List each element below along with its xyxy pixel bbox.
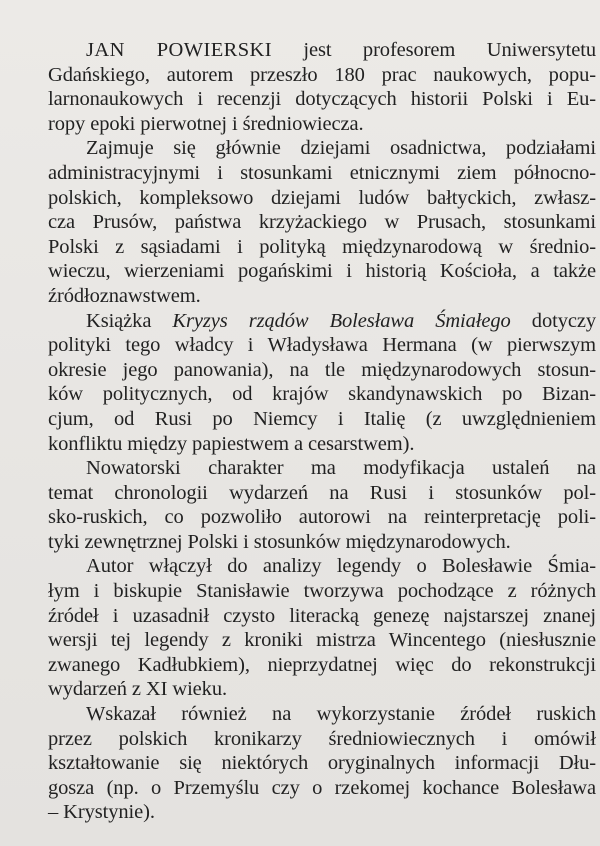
text-line: administracyjnymi i stosunkami etnicznymi ziem północno- [48,161,596,184]
author-bio-text [48,38,596,825]
text-line: temat chronologii wydarzeń na Rusi i stosunków pol- [48,481,596,504]
text-line: wydarzeń z XI wieku. [48,678,228,701]
text-line: sko-ruskich, co pozwoliło autorowi na reinterpretację poli- [48,506,596,529]
text-line: Nowatorski charakter ma modyfikacja ustaleń na [86,457,596,480]
text-line: larnonaukowych i recenzji dotyczących historii Polski i Eu- [48,88,596,111]
paragraph-6 [48,702,596,825]
book-title-italic: Kryzys rządów Bolesława Śmiałego [172,309,511,332]
text-line: cjum, od Rusi po Niemcy i Italię (z uwzględnieniem [48,407,596,430]
text-line: zwanego Kadłubkiem), nieprzydatnej więc do rekonstrukcji [48,653,596,676]
text-line: przez polskich kronikarzy średniowiecznych i omówił [48,727,596,750]
text-line: Gdańskiego, autorem przeszło 180 prac naukowych, popu- [48,63,596,86]
text-line: Wskazał również na wykorzystanie źródeł ruskich [86,703,596,726]
text-line: – Krystynie). [48,801,155,824]
author-name: JAN POWIERSKI [86,39,272,61]
text-line: Zajmuje się głównie dziejami osadnictwa, podziałami [86,137,596,160]
text-line: JAN POWIERSKI jest profesorem Uniwersytetu [86,39,596,61]
paragraph-4 [48,456,596,554]
text-line: ropy epoki pierwotnej i średniowiecza. [48,112,364,135]
text-line: Autor włączył do analizy legendy o Bolesławie Śmia- [86,555,596,578]
text-line-with-title [48,309,596,334]
text-line: okresie jego panowania), na tle międzynarodowych stosun- [48,358,596,381]
paragraph-2 [48,136,596,308]
text-line: łym i biskupie Stanisławie tworzywa pochodzące z różnych [48,580,596,603]
text-line: gosza (np. o Przemyślu czy o rzekomej kochance Bolesława [48,776,596,799]
paragraph-5 [48,554,596,702]
text-line: konfliktu między papiestwem a cesarstwem). [48,432,415,455]
paragraph-3 [48,309,596,457]
text-line: ków politycznych, od krajów skandynawskich po Bizan- [48,383,596,406]
text-line: kształtowanie się niektórych oryginalnych informacji Dłu- [48,752,596,775]
text-line: Polski z sąsiadami i polityką międzynarodową w średnio- [48,235,596,258]
text-line: polityki tego władcy i Władysława Hermana (w pierwszym [48,334,596,357]
book-title-lead: Książka [86,309,173,332]
text-line: tyki zewnętrznej Polski i stosunków międzynarodowych. [48,530,511,553]
text-line: wieczu, wierzeniami pogańskimi i historią Kościoła, a także [48,260,596,283]
book-title-tail: dotyczy [510,309,596,332]
paragraph-1 [48,38,596,136]
text-line: wersji tej legendy z kroniki mistrza Wincentego (niesłusznie [48,629,596,652]
text-line: cza Prusów, państwa krzyżackiego w Prusach, stosunkami [48,211,596,234]
text-line: źródeł i uzasadnił czysto literacką genezę najstarszej znanej [48,604,596,627]
text-line: polskich, kompleksowo dziejami ludów bałtyckich, zwłasz- [48,186,596,209]
text-line: źródłoznawstwem. [48,284,201,307]
